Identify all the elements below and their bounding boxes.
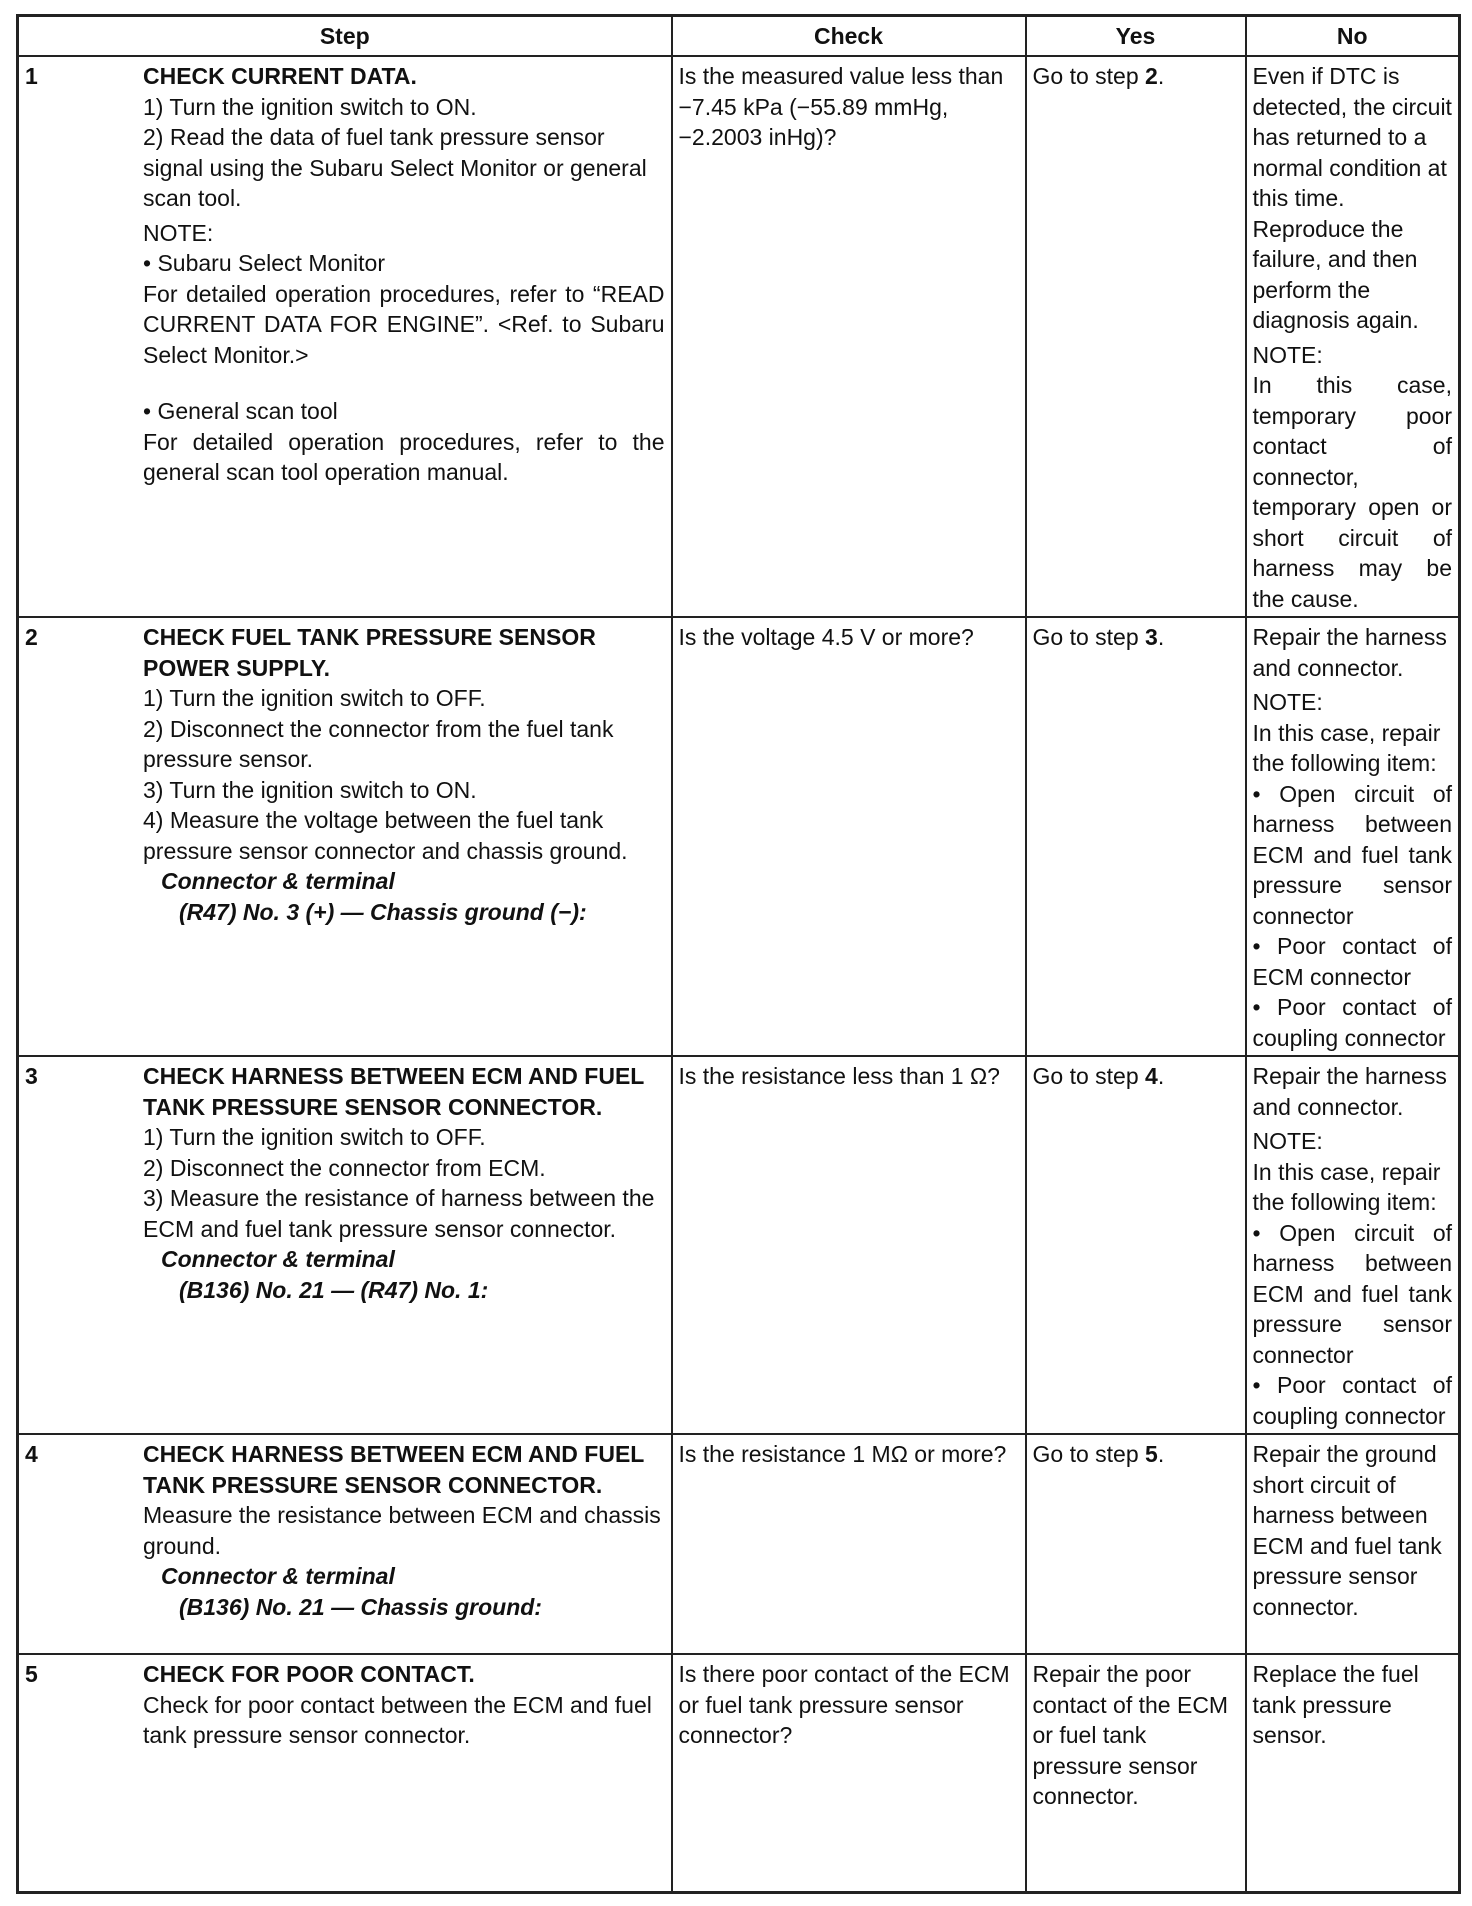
- check-cell: Is the voltage 4.5 V or more?: [672, 617, 1026, 1056]
- connector-label: Connector & terminal: [161, 868, 395, 894]
- table-row: [18, 1654, 1460, 1893]
- connector-terminal: (R47) No. 3 (+) — Chassis ground (−):: [179, 898, 587, 925]
- yes-suffix: .: [1157, 63, 1165, 89]
- no-text: Even if DTC is detected, the circuit has returned to a normal condition at this time. Reproduce the failure, and then perform the diagnosis again.: [1252, 63, 1452, 333]
- step-line: • Subaru Select Monitor: [143, 250, 386, 276]
- no-note: NOTE:: [1252, 1128, 1323, 1154]
- step-title: CHECK HARNESS BETWEEN ECM AND FUEL TANK PRESSURE SENSOR CONNECTOR.: [143, 1441, 644, 1498]
- step-title: CHECK FOR POOR CONTACT.: [143, 1661, 475, 1687]
- yes-prefix: Go to step: [1032, 624, 1146, 650]
- table-row: [18, 1434, 1460, 1654]
- step-cell: [18, 1056, 672, 1434]
- no-cell: Repair the ground short circuit of harness between ECM and fuel tank pressure sensor connector.: [1246, 1434, 1460, 1654]
- no-item: • Poor contact of ECM connector: [1252, 933, 1452, 990]
- check-cell: Is the measured value less than −7.45 kPa (−55.89 mmHg, −2.2003 inHg)?: [672, 56, 1026, 617]
- no-note: NOTE:: [1252, 689, 1323, 715]
- step-line: 3) Measure the resistance of harness between the ECM and fuel tank pressure sensor connector.: [143, 1185, 655, 1242]
- step-line: 1) Turn the ignition switch to ON.: [143, 93, 477, 120]
- step-number: 3: [25, 1063, 38, 1089]
- step-line: 2) Disconnect the connector from the fuel tank pressure sensor.: [143, 715, 614, 772]
- no-detail: In this case, repair the following item:: [1252, 719, 1441, 776]
- note-label: NOTE:: [143, 219, 214, 246]
- step-cell: [18, 56, 672, 617]
- connector-terminal: (B136) No. 21 — Chassis ground:: [179, 1593, 542, 1620]
- connector-terminal: (B136) No. 21 — (R47) No. 1:: [179, 1276, 489, 1303]
- step-number: 4: [25, 1441, 38, 1467]
- step-line: 2) Read the data of fuel tank pressure sensor signal using the Subaru Select Monitor or general scan tool.: [143, 124, 647, 211]
- no-item: • Poor contact of coupling connector: [1252, 994, 1452, 1051]
- step-line: Check for poor contact between the ECM and fuel tank pressure sensor connector.: [143, 1691, 652, 1748]
- no-item: • Open circuit of harness between ECM and fuel tank pressure sensor connector: [1252, 780, 1452, 929]
- step-line: For detailed operation procedures, refer to the general scan tool operation manual.: [143, 428, 665, 485]
- diagnostic-table: [16, 14, 1461, 1894]
- step-line: 1) Turn the ignition switch to OFF.: [143, 685, 486, 711]
- no-cell: [1246, 1056, 1460, 1434]
- yes-cell: [1026, 617, 1246, 1056]
- header-row: [18, 16, 1460, 57]
- step-line: 2) Disconnect the connector from ECM.: [143, 1154, 546, 1181]
- step-cell: [18, 617, 672, 1056]
- yes-step-link: 3: [1145, 624, 1158, 650]
- no-note: NOTE:: [1252, 341, 1323, 368]
- step-line: 3) Turn the ignition switch to ON.: [143, 776, 477, 803]
- connector-label: Connector & terminal: [161, 1563, 395, 1589]
- no-cell: [1246, 617, 1460, 1056]
- step-number: 2: [25, 624, 38, 650]
- yes-cell: [1026, 1056, 1246, 1434]
- yes-cell: [1026, 56, 1246, 617]
- step-title: CHECK FUEL TANK PRESSURE SENSOR POWER SUPPLY.: [143, 624, 596, 681]
- header-no: No: [1246, 16, 1460, 57]
- no-cell: Replace the fuel tank pressure sensor.: [1246, 1654, 1460, 1893]
- yes-suffix: .: [1157, 1441, 1165, 1467]
- step-cell: [18, 1434, 672, 1654]
- step-line: Measure the resistance between ECM and chassis ground.: [143, 1502, 661, 1559]
- no-text: Repair the harness and connector.: [1252, 1063, 1447, 1120]
- step-title: CHECK HARNESS BETWEEN ECM AND FUEL TANK PRESSURE SENSOR CONNECTOR.: [143, 1063, 644, 1120]
- step-cell: [18, 1654, 672, 1893]
- no-text: Repair the harness and connector.: [1252, 624, 1447, 681]
- yes-step-link: 4: [1145, 1063, 1158, 1089]
- step-number: 1: [25, 63, 38, 89]
- no-detail: In this case, repair the following item:: [1252, 1158, 1441, 1215]
- connector-label: Connector & terminal: [161, 1246, 395, 1272]
- step-line: 1) Turn the ignition switch to OFF.: [143, 1124, 486, 1150]
- no-detail: In this case, temporary poor contact of connector, temporary open or short circuit of harness may be the cause.: [1252, 372, 1452, 612]
- yes-step-link: 5: [1145, 1441, 1158, 1467]
- no-item: • Poor contact of coupling connector: [1252, 1372, 1452, 1429]
- header-step: Step: [18, 16, 672, 57]
- yes-suffix: .: [1157, 1063, 1165, 1089]
- header-check: Check: [672, 16, 1026, 57]
- check-cell: Is there poor contact of the ECM or fuel tank pressure sensor connector?: [672, 1654, 1026, 1893]
- step-line: 4) Measure the voltage between the fuel tank pressure sensor connector and chassis ground.: [143, 807, 628, 864]
- step-number: 5: [25, 1661, 38, 1687]
- check-cell: Is the resistance less than 1 Ω?: [672, 1056, 1026, 1434]
- yes-prefix: Go to step: [1032, 63, 1146, 89]
- yes-prefix: Go to step: [1032, 1063, 1146, 1089]
- no-item: • Open circuit of harness between ECM and fuel tank pressure sensor connector: [1252, 1219, 1452, 1368]
- table-row: [18, 56, 1460, 617]
- table-row: [18, 1056, 1460, 1434]
- yes-step-link: 2: [1145, 63, 1158, 89]
- yes-cell: [1026, 1434, 1246, 1654]
- yes-prefix: Go to step: [1032, 1441, 1146, 1467]
- step-line: • General scan tool: [143, 398, 338, 424]
- no-cell: [1246, 56, 1460, 617]
- table-row: [18, 617, 1460, 1056]
- check-cell: Is the resistance 1 MΩ or more?: [672, 1434, 1026, 1654]
- yes-suffix: .: [1157, 624, 1165, 650]
- header-yes: Yes: [1026, 16, 1246, 57]
- step-line: For detailed operation procedures, refer to “READ CURRENT DATA FOR ENGINE”. <Ref. to Subaru Select Monitor.>: [143, 280, 665, 368]
- yes-cell: Repair the poor contact of the ECM or fuel tank pressure sensor connector.: [1026, 1654, 1246, 1893]
- step-title: CHECK CURRENT DATA.: [143, 63, 417, 89]
